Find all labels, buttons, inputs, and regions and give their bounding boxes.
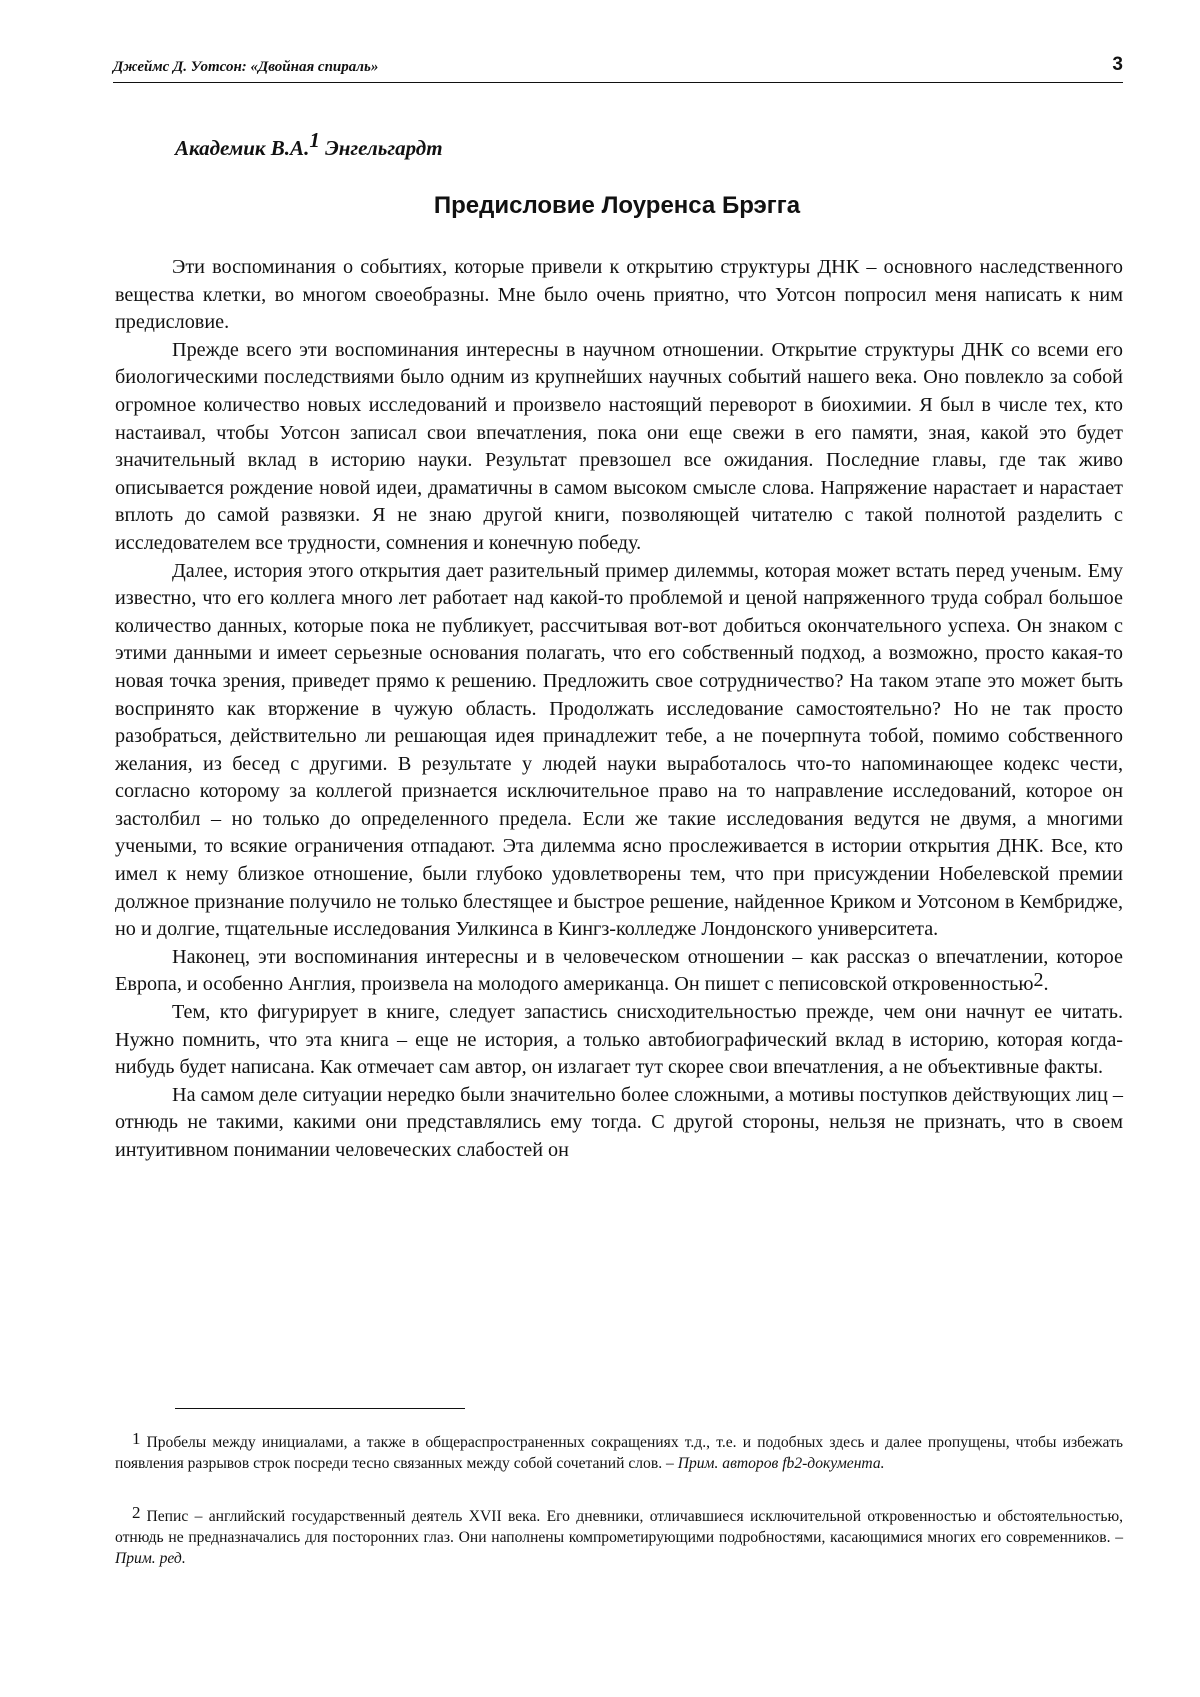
footnotes (115, 1428, 1123, 1597)
page-number: 3 (1112, 54, 1123, 75)
running-header (113, 54, 1123, 83)
footnote-mark: 1 (132, 1429, 141, 1448)
footnote-mark: 2 (132, 1503, 141, 1522)
paragraph: Эти воспоминания о событиях, которые привели к открытию структуры ДНК – основного наследственного вещества клетки, во многом своеобразны. Мне было очень приятно, что Уотсон попросил меня написать к ним предисловие. (115, 256, 1123, 334)
signature-name-end: Энгельгардт (319, 136, 443, 160)
paragraph-text: Наконец, эти воспоминания интересны и в человеческом отношении – как рассказ о впечатлении, которое Европа, и особенно Англия, произвела на молодого американца. Он пишет с пеписовской откровенностью (115, 945, 1123, 996)
footnote-1 (115, 1428, 1123, 1474)
signature-name-start: Академик В.А. (175, 136, 310, 160)
running-title: Джеймс Д. Уотсон: «Двойная спираль» (113, 59, 379, 75)
paragraph: Тем, кто фигурирует в книге, следует запастись снисходительностью прежде, чем они начнут ее читать. Нужно помнить, что эта книга – еще не история, а только автобиографический вклад в историю, которая когда-нибудь будет написана. Как отмечает сам автор, он излагает тут скорее свои впечатления, а не объективные факты. (115, 1001, 1123, 1079)
footnote-ref-2[interactable]: 2 (1033, 969, 1044, 992)
paragraph-end: . (1043, 973, 1049, 996)
footnote-text: Пробелы между инициалами, а также в общераспространенных сокращениях т.д., т.е. и подобных здесь и далее пропущены, чтобы избежать появления разрывов строк посреди тесно связанных между собой сочетаний слов. – (115, 1434, 1123, 1472)
footnote-ref-1[interactable]: 1 (309, 128, 320, 152)
paragraph: На самом деле ситуации нередко были значительно более сложными, а мотивы поступков действующих лиц – отнюдь не такими, какими они представлялись ему тогда. С другой стороны, нельзя не признать, что в своем интуитивном понимании человеческих слабостей он (115, 1083, 1123, 1161)
paragraph: Далее, история этого открытия дает разительный пример дилеммы, которая может встать перед ученым. Ему известно, что его коллега много лет работает над какой-то проблемой и ценой напряженного труда собрал большое количество данных, которые пока не публикует, рассчитывая вот-вот добиться окончательного успеха. Он знаком с этими данными и имеет серьезные основания полагать, что его собственный подход, а возможно, просто какая-то новая точка зрения, приведет прямо к решению. Предложить свое сотрудничество? На таком этапе это может быть воспринято как вторжение в чужую область. Продолжать исследование самостоятельно? Но не так просто разобраться, действительно ли решающая идея принадлежит тебе, а не почерпнута тобой, помимо собственного желания, из бесед с другими. В результате у людей науки выработалось что-то напоминающее кодекс чести, согласно которому за коллегой признается исключительное право на то направление исследований, которое он застолбил – но только до определенного предела. Если же такие исследования ведутся не двумя, а многими учеными, то всякие ограничения отпадают. Эта дилемма ясно прослеживается в истории открытия ДНК. Все, кто имел к нему близкое отношение, были глубоко удовлетворены тем, что при присуждении Нобелевской премии должное признание получило не только блестящее и быстрое решение, найденное Криком и Уотсоном в Кембридже, но и долгие, тщательные исследования Уилкинса в Кингз-колледже Лондонского университета. (115, 559, 1123, 941)
footnote-separator (175, 1408, 465, 1409)
foreword-signature (175, 128, 443, 161)
footnote-2 (115, 1502, 1123, 1569)
section-title: Предисловие Лоуренса Брэгга (433, 192, 801, 219)
footnote-note: Прим. ред. (115, 1550, 186, 1567)
body-text (115, 254, 1123, 1165)
footnote-text: Пепис – английский государственный деятель XVII века. Его дневники, отличавшиеся исключительной откровенностью и обстоятельностью, отнюдь не предназначались для посторонних глаз. Они наполнены компрометирующими подробностями, касающимися многих его современников. – (115, 1508, 1123, 1546)
paragraph (115, 944, 1123, 999)
footnote-note: Прим. авторов fb2-документа. (677, 1455, 885, 1472)
paragraph: Прежде всего эти воспоминания интересны в научном отношении. Открытие структуры ДНК со всеми его биологическими последствиями было одним из крупнейших научных событий нашего века. Оно повлекло за собой огромное количество новых исследований и произвело настоящий переворот в биохимии. Я был в числе тех, кто настаивал, чтобы Уотсон записал свои впечатления, пока они еще свежи в его памяти, зная, какой это будет значительный вклад в историю науки. Результат превзошел все ожидания. Последние главы, где так живо описывается рождение новой идеи, драматичны в самом высоком смысле слова. Напряжение нарастает и нарастает вплоть до самой развязки. Я не знаю другой книги, позволяющей читателю с такой полнотой разделить с исследователем все трудности, сомнения и конечную победу. (115, 338, 1123, 554)
